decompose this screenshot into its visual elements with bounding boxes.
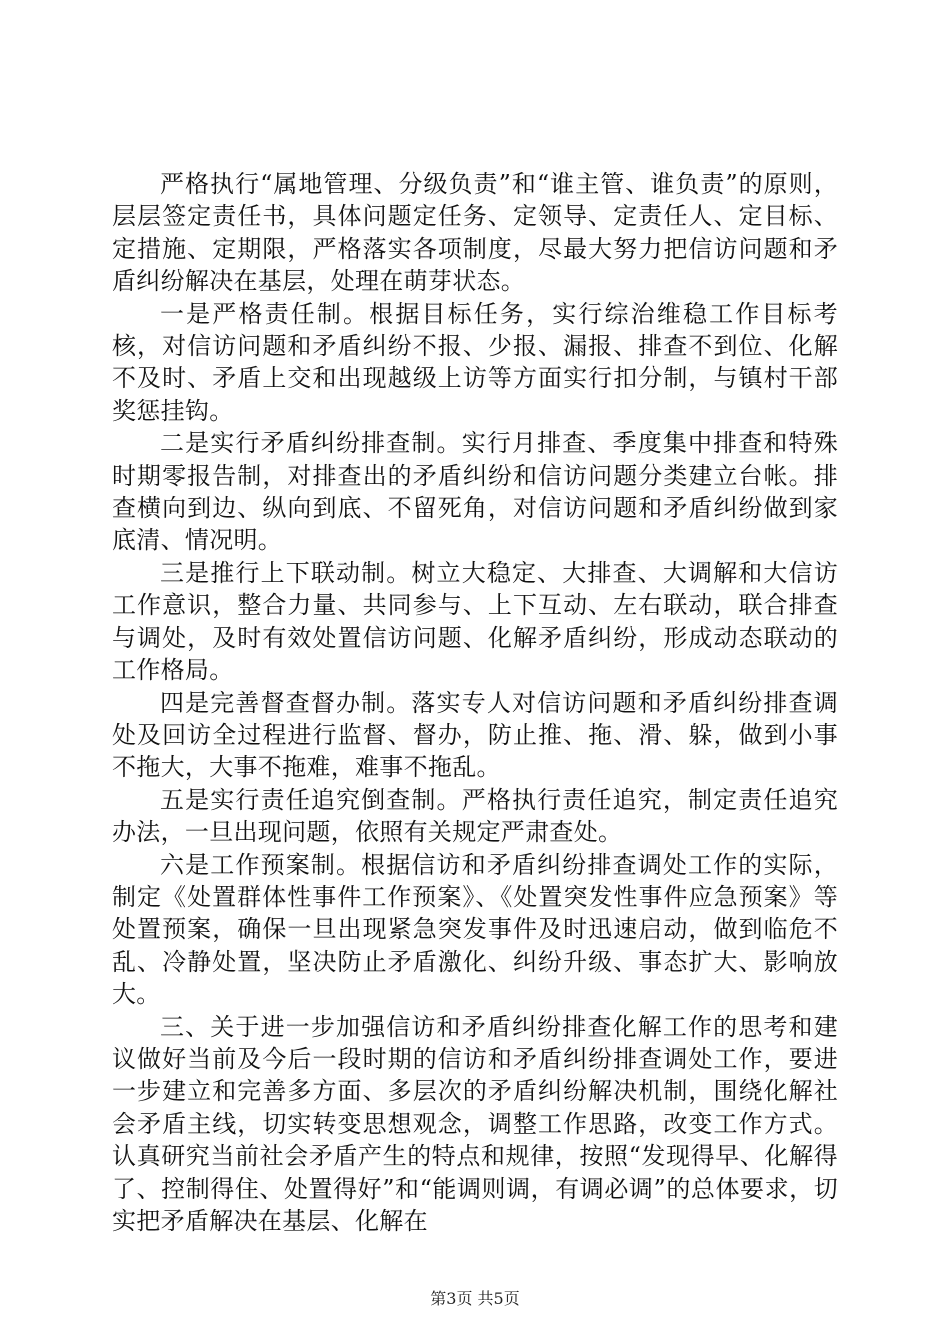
paragraph-section-3-suggestions: 三、关于进一步加强信访和矛盾纠纷排查化解工作的思考和建议做好当前及今后一段时期的信访和矛盾纠纷排查调处工作，要进一步建立和完善多方面、多层次的矛盾纠纷解决机制，围绕化解社会矛盾主线，切实转变思想观念，调整工作思路，改变工作方式。认真研究当前社会矛盾产生的特点和规律，按照“发现得早、化解得了、控制得住、处置得好”和“能调则调，有调必调”的总体要求，切实把矛盾解决在基层、化解在	[112, 1012, 838, 1235]
document-body	[112, 168, 838, 1237]
paragraph-item-3-linkage-system: 三是推行上下联动制。树立大稳定、大排查、大调解和大信访工作意识，整合力量、共同参与、上下互动、左右联动，联合排查与调处，及时有效处置信访问题、化解矛盾纠纷，形成动态联动的工作格局。	[112, 558, 838, 685]
paragraph-responsibility-principle: 严格执行“属地管理、分级负责”和“谁主管、谁负责”的原则，层层签定责任书，具体问题定任务、定领导、定责任人、定目标、定措施、定期限，严格落实各项制度，尽最大努力把信访问题和矛盾纠纷解决在基层，处理在萌芽状态。	[112, 170, 838, 296]
paragraph-item-4-supervision-system: 四是完善督查督办制。落实专人对信访问题和矛盾纠纷排查调处及回访全过程进行监督、督办，防止推、拖、滑、躲，做到小事不拖大，大事不拖难，难事不拖乱。	[112, 688, 838, 782]
paragraph-item-1-responsibility-system: 一是严格责任制。根据目标任务，实行综治维稳工作目标考核，对信访问题和矛盾纠纷不报、少报、漏报、排查不到位、化解不及时、矛盾上交和出现越级上访等方面实行扣分制，与镇村干部奖惩挂钩。	[112, 299, 838, 425]
paragraph-item-5-accountability-system: 五是实行责任追究倒查制。严格执行责任追究，制定责任追究办法，一旦出现问题，依照有关规定严肃查处。	[112, 785, 838, 847]
page-number-footer: 第3页 共5页	[430, 1289, 520, 1308]
paragraph-item-2-dispute-screening: 二是实行矛盾纠纷排查制。实行月排查、季度集中排查和特殊时期零报告制，对排查出的矛盾纠纷和信访问题分类建立台帐。排查横向到边、纵向到底、不留死角，对信访问题和矛盾纠纷做到家底清、情况明。	[112, 429, 838, 555]
paragraph-item-6-contingency-plan: 六是工作预案制。根据信访和矛盾纠纷排查调处工作的实际，制定《处置群体性事件工作预案》、《处置突发性事件应急预案》等处置预案，确保一旦出现紧急突发事件及时迅速启动，做到临危不乱、冷静处置，坚决防止矛盾激化、纠纷升级、事态扩大、影响放大。	[112, 850, 838, 1009]
